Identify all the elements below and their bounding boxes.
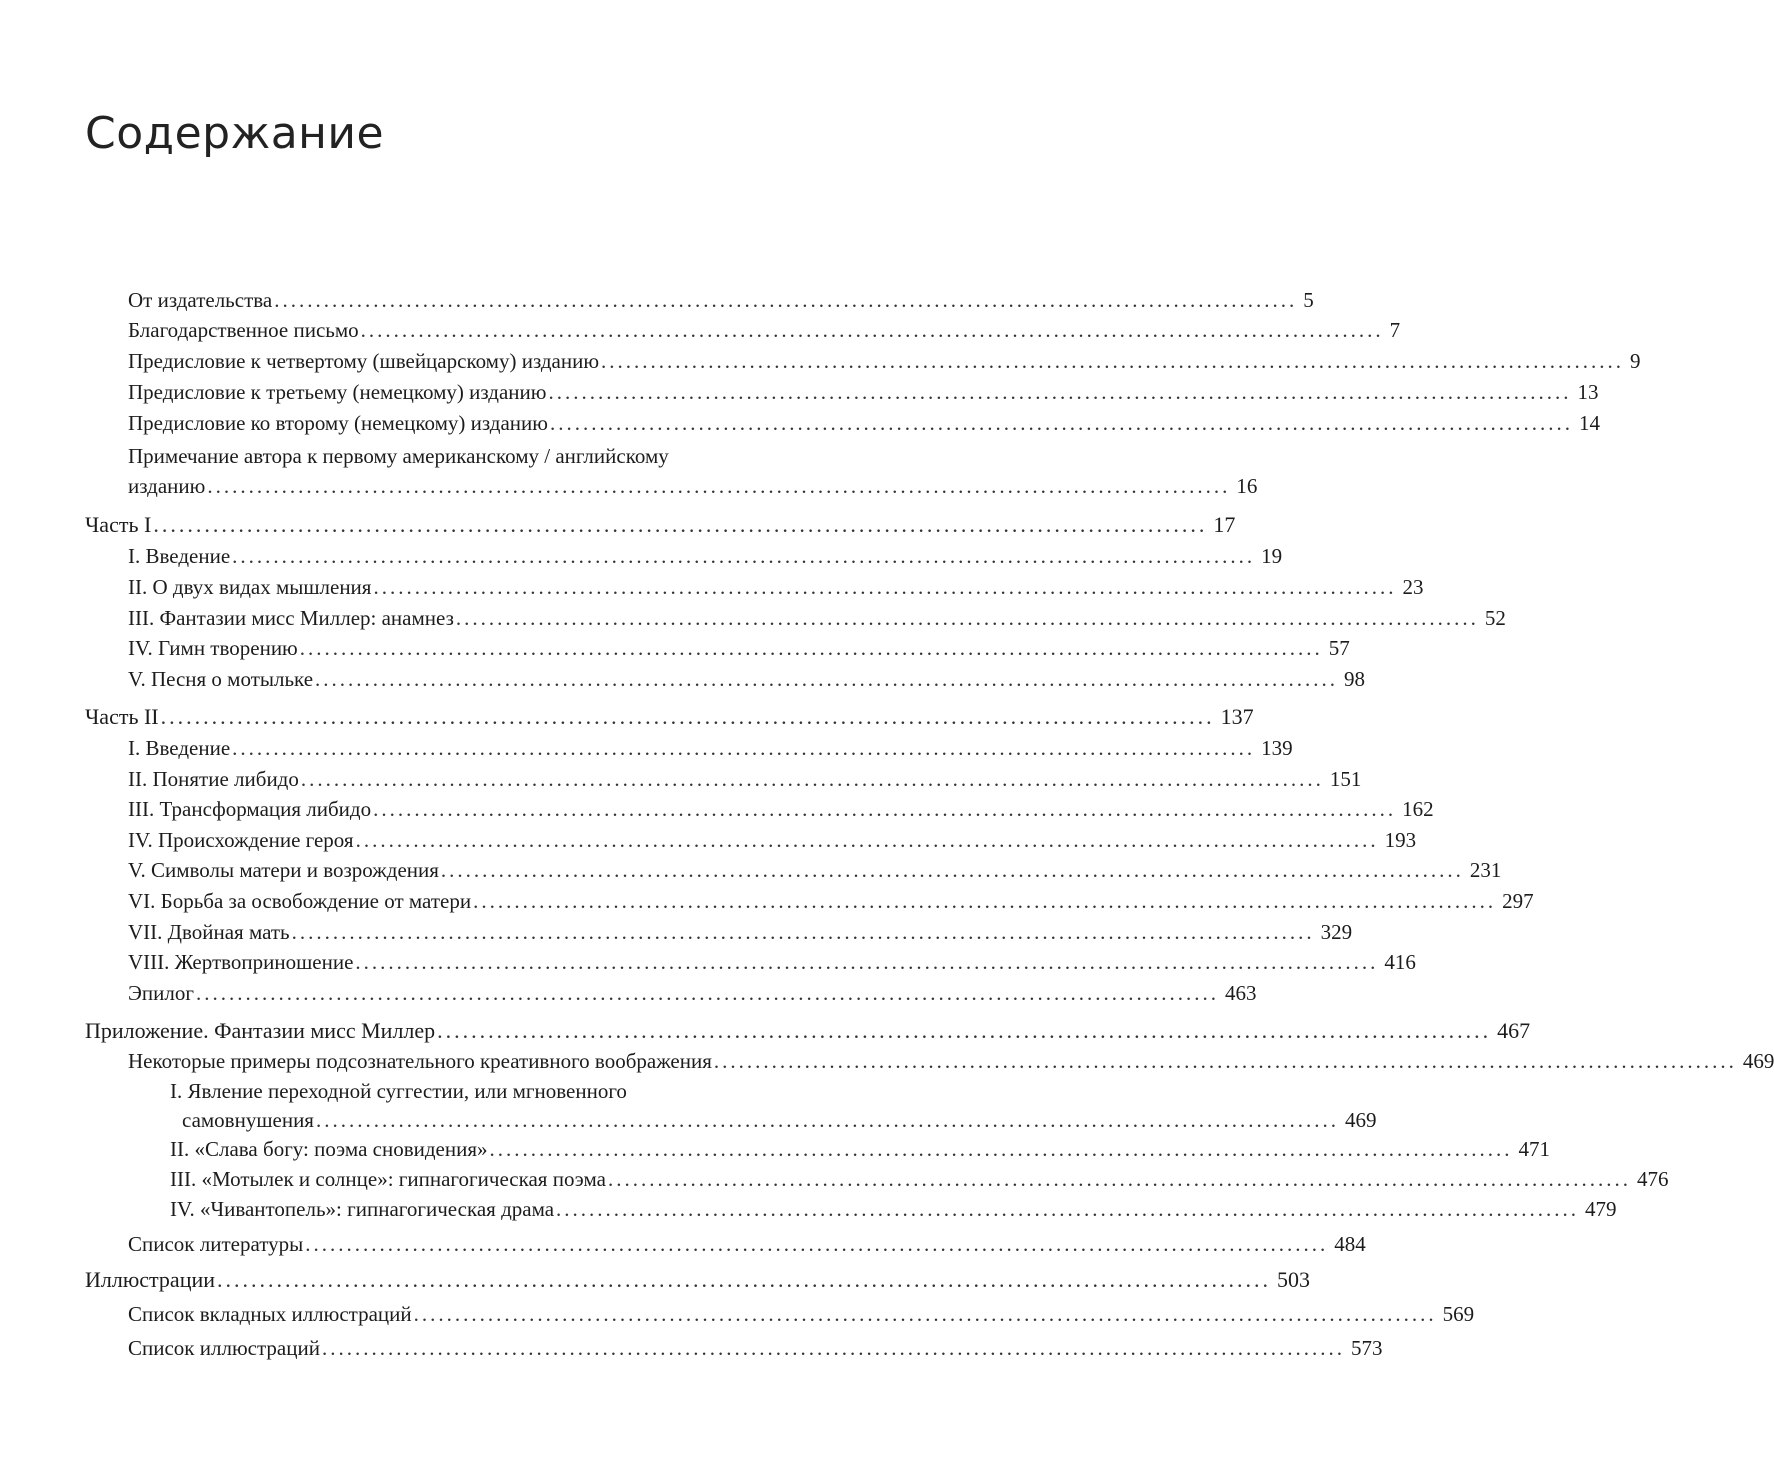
toc-entry-page: 14 — [1578, 411, 1600, 435]
toc-entry[interactable] — [128, 667, 1366, 692]
toc-entry-page: 7 — [1389, 318, 1401, 342]
toc-entry-page: 503 — [1277, 1267, 1311, 1292]
toc-entry-page: 463 — [1224, 981, 1257, 1005]
toc-leader-dots: ............................................................................................................................ — [321, 1336, 1345, 1360]
toc-entry-page: 9 — [1630, 349, 1641, 373]
toc-leader-dots: ............................................................................................................................ — [274, 288, 1298, 312]
toc-entry-page: 569 — [1442, 1302, 1475, 1326]
toc-leader-dots: ............................................................................................................................ — [299, 636, 1323, 660]
toc-entry-page: 297 — [1502, 889, 1534, 913]
toc-leader-dots: ............................................................................................................................ — [207, 474, 1231, 498]
toc-leader-dots: ............................................................................................................................ — [300, 767, 1324, 791]
toc-entry-page: 484 — [1334, 1232, 1366, 1256]
toc-leader-dots: ............................................................................................................................ — [473, 889, 1497, 913]
toc-entry-label: VIII. Жертвоприношение — [128, 950, 354, 974]
toc-entry-label: II. Понятие либидо — [128, 767, 299, 791]
toc-entry-label: III. Фантазии мисс Миллер: анамнез — [128, 606, 454, 630]
toc-entry-label: Список иллюстраций — [128, 1336, 320, 1360]
toc-entry[interactable] — [128, 606, 1506, 631]
toc-entry[interactable] — [170, 1079, 1377, 1133]
toc-entry-label: VII. Двойная мать — [128, 920, 290, 944]
toc-entry-label: Предисловие ко второму (немецкому) изданию — [128, 411, 548, 435]
page-title: Содержание — [85, 108, 385, 159]
toc-entry[interactable] — [128, 858, 1502, 883]
toc-entry-label: II. О двух видах мышления — [128, 575, 372, 599]
toc-entry-page: 467 — [1497, 1018, 1531, 1043]
toc-entry[interactable] — [128, 411, 1600, 436]
toc-entry-label: III. «Мотылек и солнце»: гипнагогическая поэма — [170, 1167, 607, 1191]
toc-entry-label: IV. «Чивантопель»: гипнагогическая драма — [170, 1197, 555, 1221]
toc-entry-page: 416 — [1384, 950, 1416, 974]
toc-leader-dots: ............................................................................................................................ — [489, 1137, 1513, 1161]
toc-entry-page: 139 — [1261, 736, 1293, 760]
toc-entry-page: 193 — [1384, 828, 1417, 852]
toc-leader-dots: ............................................................................................................................ — [437, 1018, 1492, 1043]
toc-entry[interactable] — [170, 1167, 1669, 1192]
toc-part-entry[interactable] — [85, 512, 1236, 538]
toc-entry-page: 476 — [1637, 1167, 1669, 1191]
toc-entry-label-line1: Примечание автора к первому американскому / английскому — [128, 444, 669, 468]
toc-entry-page: 52 — [1484, 606, 1506, 630]
toc-entry-label: Благодарственное письмо — [128, 318, 359, 342]
toc-entry-label: Приложение. Фантазии мисс Миллер — [85, 1018, 436, 1043]
toc-leader-dots: ............................................................................................................................ — [160, 704, 1215, 729]
toc-leader-dots: ............................................................................................................................ — [153, 512, 1208, 537]
toc-entry[interactable] — [128, 544, 1283, 569]
toc-leader-dots: ............................................................................................................................ — [315, 1108, 1339, 1132]
toc-leader-dots: ............................................................................................................................ — [549, 411, 1573, 435]
toc-entry-label: От издательства — [128, 288, 273, 312]
toc-entry[interactable] — [128, 349, 1641, 374]
toc-entry-label: IV. Происхождение героя — [128, 828, 354, 852]
toc-entry[interactable] — [128, 981, 1257, 1006]
toc-entry-label: Предисловие к четвертому (швейцарскому) изданию — [128, 349, 600, 373]
toc-entry[interactable] — [128, 797, 1434, 822]
toc-entry-page: 17 — [1213, 512, 1236, 537]
toc-entry-page: 469 — [1742, 1049, 1774, 1073]
toc-leader-dots: ............................................................................................................................ — [713, 1049, 1737, 1073]
toc-leader-dots: ............................................................................................................................ — [217, 1267, 1272, 1292]
toc-entry[interactable] — [128, 1336, 1383, 1361]
toc-entry-page: 19 — [1261, 544, 1283, 568]
toc-entry[interactable] — [170, 1137, 1551, 1162]
toc-entry-page: 231 — [1469, 858, 1502, 882]
toc-entry[interactable] — [128, 380, 1599, 405]
toc-entry-label: Предисловие к третьему (немецкому) изданию — [128, 380, 547, 404]
toc-entry[interactable] — [128, 318, 1401, 343]
toc-entry[interactable] — [128, 1302, 1475, 1327]
toc-leader-dots: ............................................................................................................................ — [232, 736, 1256, 760]
toc-leader-dots: ............................................................................................................................ — [232, 544, 1256, 568]
toc-entry-page: 137 — [1220, 704, 1254, 729]
toc-entry-label: Список литературы — [128, 1232, 304, 1256]
toc-entry[interactable] — [128, 950, 1416, 975]
toc-entry[interactable] — [128, 767, 1362, 792]
toc-entry-page: 469 — [1344, 1108, 1377, 1132]
toc-entry-label: Часть I — [85, 512, 152, 537]
toc-leader-dots: ............................................................................................................................ — [556, 1197, 1580, 1221]
toc-entry-page: 23 — [1402, 575, 1424, 599]
toc-leader-dots: ............................................................................................................................ — [195, 981, 1219, 1005]
toc-entry-label: Некоторые примеры подсознательного креативного воображения — [128, 1049, 712, 1073]
toc-entry-label: I. Введение — [128, 736, 231, 760]
toc-leader-dots: ............................................................................................................................ — [355, 950, 1379, 974]
toc-entry-page: 151 — [1329, 767, 1362, 791]
toc-leader-dots: ............................................................................................................................ — [373, 797, 1397, 821]
toc-entry[interactable] — [128, 920, 1353, 945]
toc-entry[interactable] — [128, 736, 1293, 761]
toc-entry-label-line1: I. Явление переходной суггестии, или мгновенного — [170, 1079, 627, 1103]
toc-entry-label: III. Трансформация либидо — [128, 797, 372, 821]
toc-entry-label: Иллюстрации — [85, 1267, 216, 1292]
toc-entry[interactable] — [128, 1049, 1774, 1074]
toc-entry-page: 479 — [1585, 1197, 1617, 1221]
toc-entry-page: 13 — [1577, 380, 1599, 404]
toc-entry[interactable] — [128, 636, 1350, 661]
toc-leader-dots: ............................................................................................................................ — [305, 1232, 1329, 1256]
toc-entry-page: 16 — [1236, 474, 1258, 498]
toc-part-entry[interactable] — [85, 1018, 1531, 1044]
toc-leader-dots: ............................................................................................................................ — [373, 575, 1397, 599]
toc-entry-label: IV. Гимн творению — [128, 636, 298, 660]
toc-entry-label: Список вкладных иллюстраций — [128, 1302, 412, 1326]
toc-entry-label: самовнушения — [182, 1108, 314, 1132]
toc-entry[interactable] — [128, 1232, 1366, 1257]
toc-leader-dots: ............................................................................................................................ — [440, 858, 1464, 882]
toc-entry-page: 471 — [1518, 1137, 1551, 1161]
toc-entry[interactable] — [170, 1197, 1617, 1222]
toc-entry-page: 573 — [1350, 1336, 1383, 1360]
toc-leader-dots: ............................................................................................................................ — [355, 828, 1379, 852]
toc-leader-dots: ............................................................................................................................ — [455, 606, 1479, 630]
toc-entry-page: 162 — [1402, 797, 1434, 821]
toc-leader-dots: ............................................................................................................................ — [360, 318, 1384, 342]
toc-entry-label: II. «Слава богу: поэма сновидения» — [170, 1137, 488, 1161]
toc-entry-page: 57 — [1328, 636, 1350, 660]
toc-entry-label: I. Введение — [128, 544, 231, 568]
toc-part-entry[interactable] — [85, 704, 1254, 730]
toc-entry-label: V. Песня о мотыльке — [128, 667, 314, 691]
toc-entry-label: Часть II — [85, 704, 159, 729]
toc-leader-dots: ............................................................................................................................ — [413, 1302, 1437, 1326]
toc-entry[interactable] — [128, 828, 1417, 853]
toc-leader-dots: ............................................................................................................................ — [548, 380, 1572, 404]
toc-entry[interactable] — [128, 575, 1424, 600]
toc-part-entry[interactable] — [85, 1267, 1311, 1293]
toc-entry-page: 5 — [1303, 288, 1314, 312]
toc-entry-label: VI. Борьба за освобождение от матери — [128, 889, 472, 913]
toc-entry[interactable] — [128, 889, 1534, 914]
toc-entry-label: Эпилог — [128, 981, 194, 1005]
toc-leader-dots: ............................................................................................................................ — [601, 349, 1625, 373]
toc-entry[interactable] — [128, 444, 1258, 499]
toc-entry-page: 98 — [1344, 667, 1366, 691]
toc-entry-page: 329 — [1320, 920, 1353, 944]
toc-leader-dots: ............................................................................................................................ — [291, 920, 1315, 944]
toc-leader-dots: ............................................................................................................................ — [315, 667, 1339, 691]
toc-entry-label: V. Символы матери и возрождения — [128, 858, 439, 882]
toc-entry-label: изданию — [128, 474, 206, 498]
toc-leader-dots: ............................................................................................................................ — [608, 1167, 1632, 1191]
toc-entry[interactable] — [128, 288, 1314, 313]
